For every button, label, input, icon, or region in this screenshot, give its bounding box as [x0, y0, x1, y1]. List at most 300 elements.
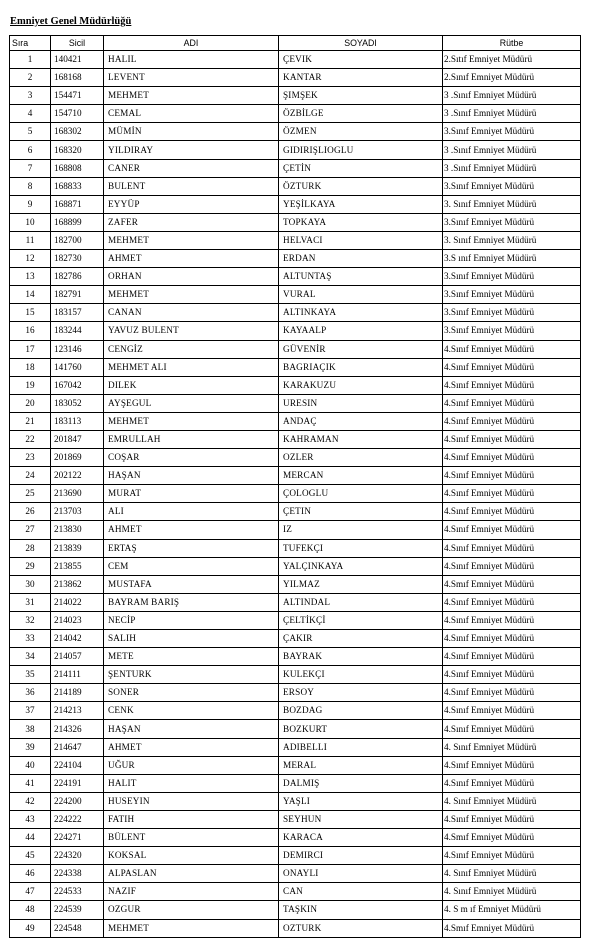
cell-adi: AHMET [104, 250, 279, 268]
cell-sicil: 168168 [51, 69, 104, 87]
cell-soyadi: GÜVENİR [279, 340, 443, 358]
cell-adi: CANAN [104, 304, 279, 322]
table-row [10, 684, 581, 702]
cell-sira: 48 [10, 901, 51, 919]
cell-sira: 26 [10, 503, 51, 521]
table-row [10, 720, 581, 738]
cell-rutbe: 4.Sınıf Emniyet Müdürü [443, 557, 581, 575]
cell-sicil: 202122 [51, 467, 104, 485]
table-row [10, 340, 581, 358]
cell-sira: 8 [10, 177, 51, 195]
cell-rutbe: 4.Sınıf Emniyet Müdürü [443, 503, 581, 521]
cell-adi: CEMAL [104, 105, 279, 123]
cell-rutbe: 3.Sınıf Emniyet Müdürü [443, 304, 581, 322]
cell-adi: UĞUR [104, 756, 279, 774]
cell-sira: 16 [10, 322, 51, 340]
cell-rutbe: 4.Smıf Emniyet Müdürü [443, 919, 581, 937]
cell-adi: MÜMİN [104, 123, 279, 141]
cell-sira: 15 [10, 304, 51, 322]
cell-soyadi: ÖZMEN [279, 123, 443, 141]
cell-soyadi: YILMAZ [279, 575, 443, 593]
cell-sicil: 154471 [51, 87, 104, 105]
cell-sira: 18 [10, 358, 51, 376]
cell-sicil: 154710 [51, 105, 104, 123]
cell-adi: HALIT [104, 774, 279, 792]
cell-rutbe: 3. Sınıf Emniyet Müdürü [443, 231, 581, 249]
cell-soyadi: KAYAALP [279, 322, 443, 340]
cell-soyadi: OZTURK [279, 919, 443, 937]
cell-soyadi: MERCAN [279, 467, 443, 485]
cell-adi: HALIL [104, 51, 279, 69]
cell-adi: EYYÜP [104, 195, 279, 213]
cell-rutbe: 4.Sınıf Emniyet Müdürü [443, 412, 581, 430]
header-sicil: Sicil [51, 36, 104, 51]
cell-rutbe: 4.Smıf Emniyet Müdürü [443, 575, 581, 593]
cell-adi: KOKSAL [104, 847, 279, 865]
table-row [10, 702, 581, 720]
cell-soyadi: URESIN [279, 394, 443, 412]
table-row [10, 87, 581, 105]
cell-rutbe: 3 .Sınıf Emniyet Müdürü [443, 159, 581, 177]
cell-rutbe: 4.Sınıf Emniyet Müdürü [443, 449, 581, 467]
cell-sira: 28 [10, 539, 51, 557]
cell-soyadi: IZ [279, 521, 443, 539]
cell-adi: MUSTAFA [104, 575, 279, 593]
table-row [10, 141, 581, 159]
cell-sicil: 167042 [51, 376, 104, 394]
cell-soyadi: KAHRAMAN [279, 430, 443, 448]
cell-sira: 2 [10, 69, 51, 87]
cell-sira: 46 [10, 865, 51, 883]
cell-sira: 10 [10, 213, 51, 231]
cell-rutbe: 2.Sıtıf Emniyet Müdürü [443, 51, 581, 69]
cell-sicil: 224533 [51, 883, 104, 901]
cell-sira: 34 [10, 648, 51, 666]
table-row [10, 901, 581, 919]
cell-adi: AYŞEGUL [104, 394, 279, 412]
cell-rutbe: 3.Sınıf Emniyet Müdürü [443, 213, 581, 231]
table-row [10, 919, 581, 937]
cell-sira: 12 [10, 250, 51, 268]
table-row [10, 376, 581, 394]
cell-adi: NAZIF [104, 883, 279, 901]
cell-sicil: 201869 [51, 449, 104, 467]
cell-rutbe: 3 .Sınıf Emniyet Müdürü [443, 105, 581, 123]
cell-adi: ALPASLAN [104, 865, 279, 883]
cell-rutbe: 4.Sınıf Emniyet Müdürü [443, 394, 581, 412]
cell-rutbe: 4. Sınıf Emniyet Müdürü [443, 738, 581, 756]
cell-sicil: 183052 [51, 394, 104, 412]
table-row [10, 539, 581, 557]
cell-adi: AHMET [104, 738, 279, 756]
table-row [10, 430, 581, 448]
cell-sira: 13 [10, 268, 51, 286]
cell-rutbe: 3.S ınıf Emniyet Müdürü [443, 250, 581, 268]
cell-adi: ORHAN [104, 268, 279, 286]
table-row [10, 250, 581, 268]
cell-adi: SONER [104, 684, 279, 702]
cell-sicil: 213855 [51, 557, 104, 575]
cell-sira: 47 [10, 883, 51, 901]
cell-sira: 7 [10, 159, 51, 177]
cell-sicil: 168871 [51, 195, 104, 213]
cell-soyadi: DEMIRCI [279, 847, 443, 865]
cell-adi: MEHMET [104, 412, 279, 430]
cell-sicil: 168808 [51, 159, 104, 177]
cell-sira: 27 [10, 521, 51, 539]
cell-adi: BÜLENT [104, 829, 279, 847]
cell-sira: 22 [10, 430, 51, 448]
table-row [10, 69, 581, 87]
cell-sicil: 224200 [51, 792, 104, 810]
cell-rutbe: 4.Sınıf Emniyet Müdürü [443, 467, 581, 485]
cell-rutbe: 4.Sınıf Emniyet Müdürü [443, 847, 581, 865]
cell-adi: BAYRAM BARIŞ [104, 593, 279, 611]
table-row [10, 810, 581, 828]
table-row [10, 557, 581, 575]
table-row [10, 322, 581, 340]
cell-rutbe: 4.Sınıf Emniyet Müdürü [443, 684, 581, 702]
cell-sicil: 168302 [51, 123, 104, 141]
cell-adi: CEM [104, 557, 279, 575]
cell-soyadi: ÇAKIR [279, 630, 443, 648]
cell-soyadi: ALTUNTAŞ [279, 268, 443, 286]
cell-sicil: 214111 [51, 666, 104, 684]
cell-sicil: 182786 [51, 268, 104, 286]
cell-rutbe: 3.Sınıf Emniyet Müdürü [443, 322, 581, 340]
cell-rutbe: 4.Sınıf Emniyet Müdürü [443, 358, 581, 376]
cell-sira: 24 [10, 467, 51, 485]
cell-soyadi: SEYHUN [279, 810, 443, 828]
cell-rutbe: 3 .Sınıf Emniyet Müdürü [443, 141, 581, 159]
cell-adi: YAVUZ BULENT [104, 322, 279, 340]
cell-rutbe: 4. S m ıf Emniyet Müdürü [443, 901, 581, 919]
cell-adi: YILDIRAY [104, 141, 279, 159]
cell-soyadi: TUFEKÇI [279, 539, 443, 557]
cell-adi: MEHMET [104, 919, 279, 937]
cell-sira: 37 [10, 702, 51, 720]
cell-sicil: 224338 [51, 865, 104, 883]
cell-sicil: 224271 [51, 829, 104, 847]
cell-soyadi: TAŞKIN [279, 901, 443, 919]
cell-sicil: 213690 [51, 485, 104, 503]
cell-soyadi: GIDIRIŞLIOGLU [279, 141, 443, 159]
cell-sicil: 214042 [51, 630, 104, 648]
table-row [10, 304, 581, 322]
cell-sira: 45 [10, 847, 51, 865]
cell-soyadi: ÇEVIK [279, 51, 443, 69]
cell-sicil: 214022 [51, 593, 104, 611]
cell-rutbe: 4.Sınıf Emniyet Müdürü [443, 485, 581, 503]
cell-sicil: 214189 [51, 684, 104, 702]
table-row [10, 503, 581, 521]
cell-adi: NECİP [104, 611, 279, 629]
cell-sicil: 141760 [51, 358, 104, 376]
cell-soyadi: ALTINKAYA [279, 304, 443, 322]
cell-soyadi: ANDAÇ [279, 412, 443, 430]
cell-soyadi: BOZDAG [279, 702, 443, 720]
table-row [10, 195, 581, 213]
cell-rutbe: 4.Sınıf Emniyet Müdürü [443, 611, 581, 629]
cell-soyadi: DALMIŞ [279, 774, 443, 792]
cell-sicil: 213839 [51, 539, 104, 557]
cell-adi: HAŞAN [104, 467, 279, 485]
cell-soyadi: ERDAN [279, 250, 443, 268]
cell-sicil: 224191 [51, 774, 104, 792]
cell-sira: 40 [10, 756, 51, 774]
cell-soyadi: KANTAR [279, 69, 443, 87]
table-row [10, 611, 581, 629]
cell-soyadi: KARACA [279, 829, 443, 847]
cell-sicil: 201847 [51, 430, 104, 448]
cell-adi: MEHMET [104, 87, 279, 105]
table-row [10, 268, 581, 286]
cell-adi: CANER [104, 159, 279, 177]
cell-soyadi: YALÇINKAYA [279, 557, 443, 575]
cell-sicil: 214057 [51, 648, 104, 666]
cell-soyadi: HELVACI [279, 231, 443, 249]
cell-sira: 39 [10, 738, 51, 756]
cell-adi: FATIH [104, 810, 279, 828]
cell-rutbe: 3.Sınıf Emniyet Müdürü [443, 286, 581, 304]
table-row [10, 412, 581, 430]
header-soyadi: SOYADI [279, 36, 443, 51]
cell-sicil: 214647 [51, 738, 104, 756]
cell-sicil: 168320 [51, 141, 104, 159]
cell-sicil: 224539 [51, 901, 104, 919]
cell-soyadi: VURAL [279, 286, 443, 304]
cell-soyadi: YEŞİLKAYA [279, 195, 443, 213]
cell-sira: 14 [10, 286, 51, 304]
cell-rutbe: 4. Sınıf Emniyet Müdürü [443, 792, 581, 810]
cell-rutbe: 4.Sınıf Emniyet Müdürü [443, 648, 581, 666]
cell-sicil: 214023 [51, 611, 104, 629]
table-row [10, 521, 581, 539]
table-row [10, 105, 581, 123]
cell-adi: SALIH [104, 630, 279, 648]
document-title: Emniyet Genel Müdürlüğü [10, 16, 132, 27]
cell-soyadi: ERSOY [279, 684, 443, 702]
cell-adi: ERTAŞ [104, 539, 279, 557]
cell-sicil: 224104 [51, 756, 104, 774]
cell-soyadi: ALTINDAL [279, 593, 443, 611]
cell-soyadi: ÇELTİKÇİ [279, 611, 443, 629]
cell-sira: 9 [10, 195, 51, 213]
cell-rutbe: 4.Sınıf Emniyet Müdürü [443, 810, 581, 828]
cell-rutbe: 4.Sınıf Emniyet Müdürü [443, 340, 581, 358]
cell-sicil: 140421 [51, 51, 104, 69]
cell-sira: 42 [10, 792, 51, 810]
table-row [10, 648, 581, 666]
table-row [10, 467, 581, 485]
cell-sicil: 214326 [51, 720, 104, 738]
cell-sicil: 182700 [51, 231, 104, 249]
cell-rutbe: 4. Sınıf Emniyet Müdürü [443, 865, 581, 883]
table-row [10, 286, 581, 304]
personnel-table [9, 35, 581, 938]
cell-rutbe: 3.Sınıf Emniyet Müdürü [443, 123, 581, 141]
cell-sira: 36 [10, 684, 51, 702]
cell-adi: MEHMET [104, 286, 279, 304]
cell-rutbe: 3.Sınıf Emniyet Müdürü [443, 268, 581, 286]
cell-adi: DILEK [104, 376, 279, 394]
cell-soyadi: KARAKUZU [279, 376, 443, 394]
cell-sira: 17 [10, 340, 51, 358]
cell-sicil: 183113 [51, 412, 104, 430]
cell-soyadi: BAYRAK [279, 648, 443, 666]
cell-adi: HUSEYIN [104, 792, 279, 810]
table-row [10, 213, 581, 231]
cell-soyadi: CAN [279, 883, 443, 901]
cell-rutbe: 4.Sınıf Emniyet Müdürü [443, 702, 581, 720]
table-body [10, 51, 581, 938]
cell-sira: 5 [10, 123, 51, 141]
header-sira: Sıra [10, 36, 51, 51]
table-row [10, 231, 581, 249]
table-row [10, 883, 581, 901]
cell-adi: CENK [104, 702, 279, 720]
table-row [10, 177, 581, 195]
table-row [10, 159, 581, 177]
cell-rutbe: 4.Sınıf Emniyet Müdürü [443, 539, 581, 557]
cell-soyadi: ÖZBİLGE [279, 105, 443, 123]
cell-sicil: 224222 [51, 810, 104, 828]
cell-adi: MEHMET [104, 231, 279, 249]
cell-sira: 20 [10, 394, 51, 412]
cell-rutbe: 4.Sınıf Emniyet Müdürü [443, 720, 581, 738]
table-row [10, 829, 581, 847]
table-row [10, 630, 581, 648]
cell-sira: 43 [10, 810, 51, 828]
cell-rutbe: 4.Sınıf Emniyet Müdürü [443, 593, 581, 611]
cell-adi: HAŞAN [104, 720, 279, 738]
cell-rutbe: 3 .Sınıf Emniyet Müdürü [443, 87, 581, 105]
cell-adi: COŞAR [104, 449, 279, 467]
cell-soyadi: ADIBELLI [279, 738, 443, 756]
cell-sira: 35 [10, 666, 51, 684]
cell-adi: ZAFER [104, 213, 279, 231]
cell-sicil: 123146 [51, 340, 104, 358]
cell-rutbe: 4. Sınıf Emniyet Müdürü [443, 883, 581, 901]
table-row [10, 449, 581, 467]
header-adi: ADI [104, 36, 279, 51]
table-row [10, 774, 581, 792]
cell-adi: CENGİZ [104, 340, 279, 358]
table-row [10, 738, 581, 756]
cell-rutbe: 4.Sınıf Emniyet Müdürü [443, 774, 581, 792]
cell-sicil: 168899 [51, 213, 104, 231]
cell-adi: AHMET [104, 521, 279, 539]
cell-sicil: 168833 [51, 177, 104, 195]
cell-rutbe: 2.Sınıf Emniyet Müdürü [443, 69, 581, 87]
cell-sira: 25 [10, 485, 51, 503]
table-row [10, 593, 581, 611]
cell-sira: 21 [10, 412, 51, 430]
cell-rutbe: 3. Sınıf Emniyet Müdürü [443, 195, 581, 213]
cell-adi: ŞENTURK [104, 666, 279, 684]
cell-sicil: 182730 [51, 250, 104, 268]
header-rutbe: Rütbe [443, 36, 581, 51]
table-row [10, 792, 581, 810]
cell-soyadi: ÇETİN [279, 159, 443, 177]
cell-adi: METE [104, 648, 279, 666]
cell-adi: ALI [104, 503, 279, 521]
cell-adi: BULENT [104, 177, 279, 195]
cell-rutbe: 4.Sınıf Emniyet Müdürü [443, 666, 581, 684]
cell-sira: 32 [10, 611, 51, 629]
table-row [10, 394, 581, 412]
cell-sira: 49 [10, 919, 51, 937]
cell-soyadi: MERAL [279, 756, 443, 774]
cell-sira: 44 [10, 829, 51, 847]
table-row [10, 358, 581, 376]
cell-soyadi: BOZKURT [279, 720, 443, 738]
cell-sira: 38 [10, 720, 51, 738]
cell-soyadi: TOPKAYA [279, 213, 443, 231]
cell-rutbe: 4.Sınıf Emniyet Müdürü [443, 376, 581, 394]
cell-sira: 29 [10, 557, 51, 575]
cell-rutbe: 4.Sınıf Emniyet Müdürü [443, 630, 581, 648]
cell-sira: 30 [10, 575, 51, 593]
table-row [10, 575, 581, 593]
cell-adi: MEHMET ALI [104, 358, 279, 376]
cell-sira: 19 [10, 376, 51, 394]
cell-soyadi: ÇETIN [279, 503, 443, 521]
cell-sicil: 213862 [51, 575, 104, 593]
table-row [10, 123, 581, 141]
cell-rutbe: 4.Sınıf Emniyet Müdürü [443, 430, 581, 448]
cell-soyadi: BAGRIAÇIK [279, 358, 443, 376]
cell-sicil: 224548 [51, 919, 104, 937]
cell-soyadi: KULEKÇI [279, 666, 443, 684]
cell-sicil: 183244 [51, 322, 104, 340]
cell-sicil: 224320 [51, 847, 104, 865]
cell-adi: EMRULLAH [104, 430, 279, 448]
table-row [10, 847, 581, 865]
cell-sicil: 213703 [51, 503, 104, 521]
cell-sira: 41 [10, 774, 51, 792]
cell-soyadi: ONAYLI [279, 865, 443, 883]
cell-rutbe: 4.Sınıf Emniyet Müdürü [443, 521, 581, 539]
cell-soyadi: OZLER [279, 449, 443, 467]
cell-sira: 6 [10, 141, 51, 159]
table-row [10, 756, 581, 774]
cell-adi: OZGUR [104, 901, 279, 919]
table-row [10, 865, 581, 883]
cell-sira: 23 [10, 449, 51, 467]
table-header-row [10, 36, 581, 51]
cell-sira: 11 [10, 231, 51, 249]
cell-soyadi: YAŞLI [279, 792, 443, 810]
cell-sira: 31 [10, 593, 51, 611]
cell-sicil: 214213 [51, 702, 104, 720]
cell-rutbe: 3.Sınıf Emniyet Müdürü [443, 177, 581, 195]
cell-sira: 4 [10, 105, 51, 123]
cell-adi: LEVENT [104, 69, 279, 87]
table-row [10, 51, 581, 69]
cell-sira: 33 [10, 630, 51, 648]
cell-sicil: 183157 [51, 304, 104, 322]
table-row [10, 485, 581, 503]
table-row [10, 666, 581, 684]
cell-rutbe: 4.Sınıf Emniyet Müdürü [443, 756, 581, 774]
cell-sicil: 213830 [51, 521, 104, 539]
cell-soyadi: ÇOLOGLU [279, 485, 443, 503]
cell-sira: 3 [10, 87, 51, 105]
cell-adi: MURAT [104, 485, 279, 503]
cell-sira: 1 [10, 51, 51, 69]
cell-soyadi: ŞIMŞEK [279, 87, 443, 105]
